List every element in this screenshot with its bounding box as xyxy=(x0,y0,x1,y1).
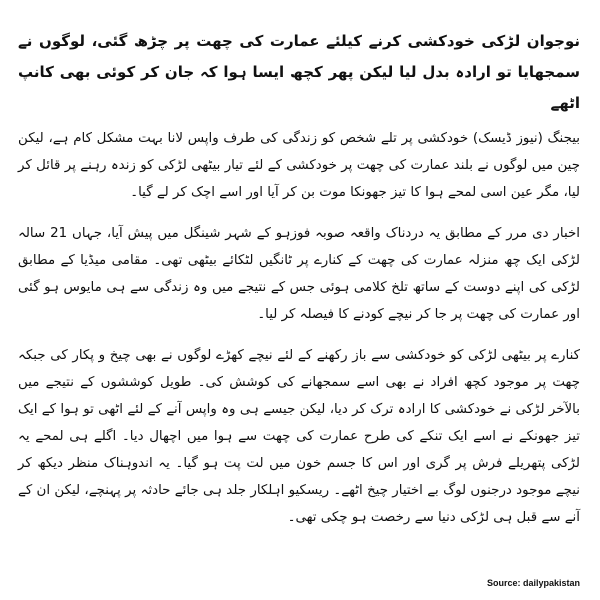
source-credit: Source: dailypakistan xyxy=(486,578,580,588)
article-paragraph-1: بیجنگ (نیوز ڈیسک) خودکشی پر تلے شخص کو زندگی کی طرف واپس لانا بہت مشکل کام ہے، لیکن چین میں لوگوں نے بلند عمارت کی چھت پر خودکشی کے لئے تیار بیٹھی لڑکی کو زندہ رہنے پر قائل کر لیا، مگر عین اسی لمحے ہوا کا تیز جھونکا موت بن کر آیا اور اسے اچک کر لے گیا۔ xyxy=(18,131,580,200)
article-headline: نوجوان لڑکی خودکشی کرنے کیلئے عمارت کی چھت پر چڑھ گئی، لوگوں نے سمجھایا تو ارادہ بدل لیا لیکن پھر کچھ ایسا ہوا کہ جان کر کوئی بھی کانپ اٹھے xyxy=(18,32,580,112)
article-paragraph-2: اخبار دی مرر کے مطابق یہ دردناک واقعہ صوبہ فوزہو کے شہر شینگل میں پیش آیا، جہاں 21 سالہ لڑکی ایک چھ منزلہ عمارت کی چھت کے کنارے پر ٹانگیں لٹکائے بیٹھی تھی۔ مقامی میڈیا کے مطابق لڑکی کی اپنے دوست کے ساتھ تلخ کلامی ہوئی جس کے نتیجے میں وہ زندگی سے ہی مایوس ہو گئی اور عمارت کی چھت پر جا کر نیچے کودنے کا فیصلہ کر لیا۔ xyxy=(18,226,580,322)
article-paragraph-3: کنارے پر بیٹھی لڑکی کو خودکشی سے باز رکھنے کے لئے نیچے کھڑے لوگوں نے بھی چیخ و پکار کی جبکہ چھت پر موجود کچھ افراد نے بھی اسے سمجھانے کی کوشش کی۔ طویل کوششوں کے نتیجے میں بالآخر لڑکی نے خودکشی کا ارادہ ترک کر دیا، لیکن جیسے ہی وہ واپس آنے کے لئے اٹھی تو ہوا کے ایک تیز جھونکے نے اسے ایک تنکے کی طرح عمارت کی چھت سے ہوا میں اچھال دیا۔ اگلے ہی لمحے یہ لڑکی پتھریلے فرش پر گری اور اس کا جسم خون میں لت پت ہو گیا۔ یہ اندوہناک منظر دیکھ کر نیچے موجود درجنوں لوگ بے اختیار چیخ اٹھے۔ ریسکیو اہلکار جلد ہی جائے حادثہ پر پہنچے، لیکن ان کے آنے سے قبل ہی لڑکی دنیا سے رخصت ہو چکی تھی۔ xyxy=(18,348,580,525)
